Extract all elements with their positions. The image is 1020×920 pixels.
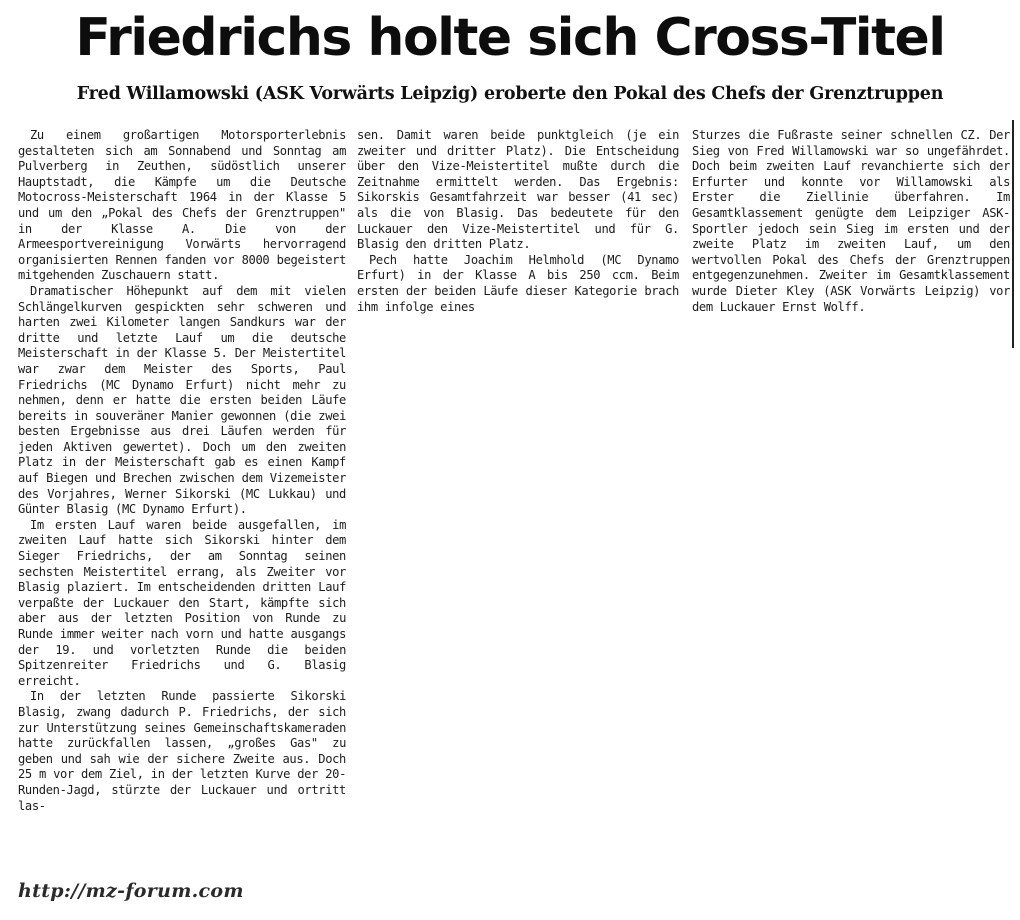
paragraph: Zu einem großartigen Motorsporterlebnis gestalteten sich am Sonnabend und Sonntag am Pulverberg in Zeuthen, südöstlich unserer Hauptstadt, die Kämpfe um die Deutsche Motocross-Meisterschaft 1964 in der Klasse 5 und um den „Pokal des Chefs der Grenztruppen" in der Klasse A. Die von der Armeesportvereinigung Vorwärts hervorragend organisierten Rennen fanden vor 8000 begeistert mitgehenden Zuschauern statt.	[18, 128, 346, 283]
column-rule	[1012, 120, 1014, 348]
article-column-3	[692, 128, 1010, 315]
article-subheadline: Fred Willamowski (ASK Vorwärts Leipzig) eroberte den Pokal des Chefs der Grenztruppen	[76, 84, 944, 104]
paragraph: Sturzes die Fußraste seiner schnellen CZ. Der Sieg von Fred Willamowski war so ungefährdet. Doch beim zweiten Lauf revanchierte sich der Erfurter und konnte vor Willamowski als Erster die Ziellinie überfahren. Im Gesamtklassement genügte dem Leipziger ASK-Sportler jedoch sein Sieg im ersten und der zweite Platz im zweiten Lauf, um den wertvollen Pokal des Chefs der Grenztruppen entgegenzunehmen. Zweiter im Gesamtklassement wurde Dieter Kley (ASK Vorwärts Leipzig) vor dem Luckauer Ernst Wolff.	[692, 128, 1010, 314]
paragraph: Im ersten Lauf waren beide ausgefallen, im zweiten Lauf hatte sich Sikorski hinter dem Sieger Friedrichs, der am Sonntag seinen sechsten Meistertitel errang, als Zweiter vor Blasig plaziert. Im entscheidenden dritten Lauf verpaßte der Luckauer den Start, kämpfte sich aber aus der letzten Position von Runde zu Runde immer weiter nach vorn und hatte ausgangs der 19. und vorletzten Runde die beiden Spitzenreiter Friedrichs und G. Blasig erreicht.	[18, 517, 346, 688]
paragraph: In der letzten Runde passierte Sikorski Blasig, zwang dadurch P. Friedrichs, der sich zur Unterstützung seines Gemeinschaftskameraden hatte zurückfallen lassen, „großes Gas" zu geben und sah wie der sichere Zweite aus. Doch 25 m vor dem Ziel, in der letzten Kurve der 20-Runden-Jagd, stürzte der Luckauer und ortritt las-	[18, 689, 346, 813]
paragraph: Dramatischer Höhepunkt auf dem mit vielen Schlängelkurven gespickten sehr schweren und harten zwei Kilometer langen Sandkurs war der dritte und letzte Lauf um die deutsche Meisterschaft in der Klasse 5. Der Meistertitel war zwar dem Meister des Sports, Paul Friedrichs (MC Dynamo Erfurt) nicht mehr zu nehmen, denn er hatte die ersten beiden Läufe bereits in souveräner Manier gewonnen (die zwei besten Ergebnisse aus drei Läufen werden für jeden Aktiven gewertet). Doch um den zweiten Platz in der Meisterschaft gab es einen Kampf auf Biegen und Brechen zwischen dem Vizemeister des Vorjahres, Werner Sikorski (MC Lukkau) und Günter Blasig (MC Dynamo Erfurt).	[18, 283, 346, 517]
watermark: http://mz-forum.com	[18, 880, 244, 902]
article-column-2	[357, 128, 679, 315]
paragraph: Pech hatte Joachim Helmhold (MC Dynamo Erfurt) in der Klasse A bis 250 ccm. Beim ersten der beiden Läufe dieser Kategorie brach ihm infolge eines	[357, 252, 679, 314]
article-headline: Friedrichs holte sich Cross-Titel	[75, 8, 945, 68]
article-column-1	[18, 128, 346, 814]
paragraph: sen. Damit waren beide punktgleich (je ein zweiter und dritter Platz). Die Entscheidung über den Vize-Meistertitel mußte durch die Zeitnahme ermittelt werden. Das Ergebnis: Sikorskis Gesamtfahrzeit war besser (41 sec) als die von Blasig. Das bedeutete für den Luckauer den Vize-Meistertitel und für G. Blasig den dritten Platz.	[357, 128, 679, 252]
